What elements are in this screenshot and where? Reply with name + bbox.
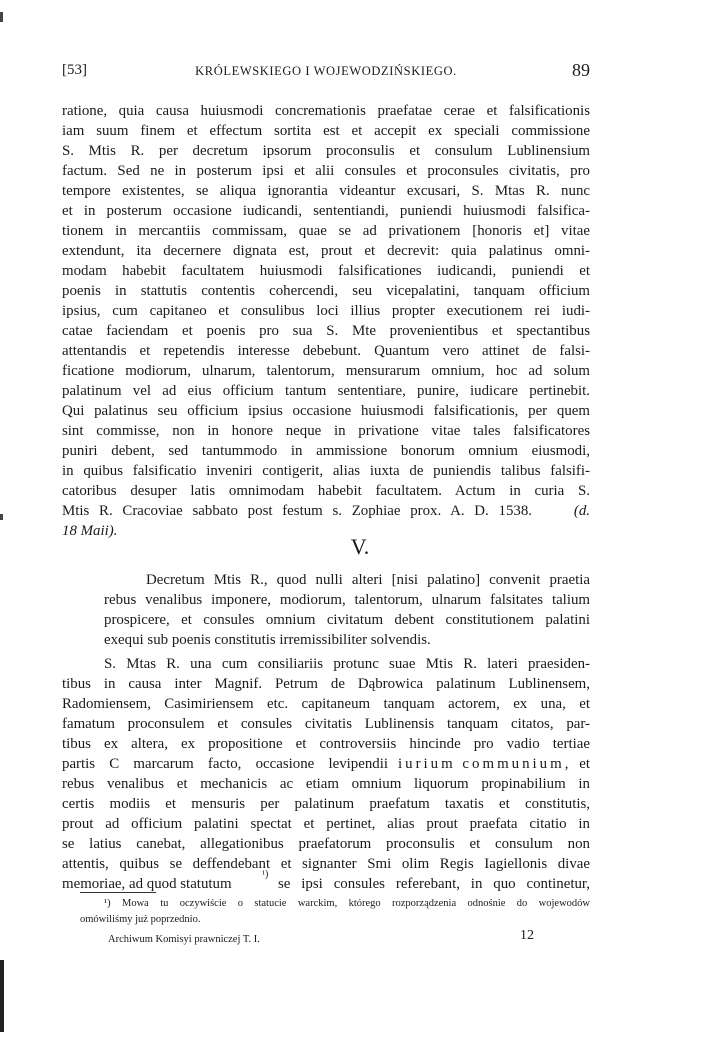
body-line: ratione, quia causa huiusmodi concremationis praefatae cerae et falsificationis [62, 103, 590, 119]
text-line: S. Mtas R. una cum consiliariis protunc suae Mtis R. lateri praesiden- [104, 656, 590, 672]
summary-line: exequi sub poenis constitutis irremissibiliter solvendis. [104, 632, 431, 648]
body-line: ficatione modiorum, ulnarum, talentorum, mensurarum omnium, hoc ad solum [62, 363, 590, 379]
body-line: attentandis et repetendis interesse debebunt. Quantum vero attinet de falsi- [62, 343, 590, 359]
scan-edge-mark [0, 960, 4, 1032]
body-line: modam habebit facultatem huiusmodi falsificationes iudicandi, puniendi et [62, 263, 590, 279]
body-line: extendunt, ita decernere dignata est, prout et decrevit: quia palatinus omni- [62, 243, 590, 259]
text-line: attentis, quibus se deffendebant et signanter Smi olim Regis Iagiellonis divae [62, 856, 590, 872]
spaced-phrase: iurium communium, [398, 756, 572, 772]
header-title: KRÓLEWSKIEGO I WOJEWODZIŃSKIEGO. [195, 64, 457, 78]
body-line: Mtis R. Cracoviae sabbato post festum s. Zophiae prox. A. D. 1538. [62, 503, 532, 519]
body-line: catae faciendam et poenis pro sua S. Mte provenientibus et spectantibus [62, 323, 590, 339]
body-line: in quibus falsificatio inveniri contigerit, alias iuxta de puniendis talibus falsifi- [62, 463, 590, 479]
text-line: tibus ex altera, ex propositione et controversiis hincinde pro vadio tertiae [62, 736, 590, 752]
page-number: 89 [572, 60, 590, 80]
footnote-rule [80, 892, 156, 893]
body-line: et in posterum occasione iudicandi, sententiandi, puniendi huiusmodi falsifica- [62, 203, 590, 219]
text-line: memoriae, ad quod statutum [62, 876, 232, 892]
signature-number: 12 [520, 928, 534, 943]
summary-line: prospicere, et consules omnium civitatum debent constitutionem palatini [104, 612, 590, 628]
text-line: famatum proconsulem et consules civitatis Lublinensis tanquam citatos, par- [62, 716, 590, 732]
body-line: factum. Sed ne in posterum ipsi et alii consules et proconsules civitatis, pro [62, 163, 590, 179]
body-line: palatinum vel ad eius officium tantum sententiare, punire, iudicare pertinebit. [62, 383, 590, 399]
text-line: certis modiis et mensuris per palatinum praefatum taxatis et constitutis, [62, 796, 590, 812]
line-end-word: et [579, 756, 590, 772]
body-line: poenis in stattutis contentis cohercendi, seu vicepalatini, tanquam officium [62, 283, 590, 299]
header-section-number: [53] [62, 62, 87, 78]
body-line: sint commisse, non in honore neque in privatione vitae tales falsificatores [62, 423, 590, 439]
text-line: rebus venalibus et mechanicis ac etiam omnium liquorum propinabilium in [62, 776, 590, 792]
body-line: catoribus desuper latis omnimodam habebit facultatem. Actum in curia S. [62, 483, 590, 499]
text-line: se latius canebat, allegationibus praefatorum proconsulis et consulum non [62, 836, 590, 852]
scan-edge-mark [0, 514, 3, 520]
running-header [62, 62, 590, 84]
body-line: S. Mtis R. per decretum ipsorum proconsulis et consulum Lublinensium [62, 143, 590, 159]
date-note-continued: 18 Maii). [62, 523, 118, 539]
section-heading: V. [350, 534, 370, 559]
text-line: prout ad officium palatini spectat et pertinet, alias prout praefata citatio in [62, 816, 590, 832]
signature-line: Archiwum Komisyi prawniczej T. I. [108, 934, 260, 945]
text-line: se ipsi consules referebant, in quo continetur, [278, 876, 590, 892]
footnote-line: omówiliśmy już poprzednio. [80, 914, 201, 925]
footnote-line: ¹) Mowa tu oczywiście o statucie warckim, którego rozporządzenia odnośnie do wojewodów [104, 898, 590, 909]
summary-line: Decretum Mtis R., quod nulli alteri [nisi palatino] convenit praetia [146, 572, 590, 588]
text-line: Radomiensem, Casimiriensem etc. capitaneum tanquam actorem, ex una, et [62, 696, 590, 712]
text-line: partis C marcarum facto, occasione levipendii [62, 756, 388, 772]
body-line: tempore existentes, se aliqua ignorantia videantur excusari, S. Mtas R. nunc [62, 183, 590, 199]
text-line: tibus in causa inter Magnif. Petrum de Dąbrowica palatinum Lublinensem, [62, 676, 590, 692]
footnote-reference: ¹) [262, 869, 269, 880]
body-line: Qui palatinus seu officium ipsius occasione huiusmodi falsificationis, per quem [62, 403, 590, 419]
body-line: ipsius, cum capitaneo et consulibus loci illius propter executionem rei iudi- [62, 303, 590, 319]
body-line: iam suum finem et effectum sortita est et accepit ex speciali commissione [62, 123, 590, 139]
body-line: tionem in mercantiis commissam, quae se ad privationem [honoris et] vitae [62, 223, 590, 239]
date-note: (d. [573, 503, 590, 519]
body-line: puniri debent, sed tantummodo in ammissione bonorum omnium eiusmodi, [62, 443, 590, 459]
scan-edge-mark [0, 12, 3, 22]
summary-line: rebus venalibus imponere, modiorum, talentorum, ulnarum falsitates talium [104, 592, 590, 608]
